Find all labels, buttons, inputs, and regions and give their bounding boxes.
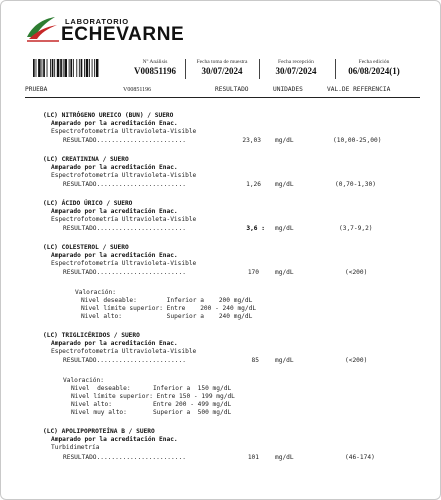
valoracion-row: Nivel alto: Entre 200 - 499 mg/dL bbox=[71, 401, 232, 408]
barcode-bar bbox=[64, 59, 67, 77]
test-title: (LC) NITRÓGENO UREICO (BUN) / SUERO bbox=[43, 112, 174, 119]
test-unit: mg/dL bbox=[275, 454, 294, 461]
barcode-bar bbox=[50, 59, 51, 77]
logo-main-text: ECHEVARNE bbox=[61, 24, 185, 45]
test-result-label: RESULTADO........................ bbox=[63, 454, 186, 461]
divider bbox=[259, 59, 260, 79]
barcode-bar bbox=[43, 59, 45, 77]
barcode-bar bbox=[92, 59, 93, 77]
test-method: Espectrofotometría Ultravioleta-Visible bbox=[51, 260, 197, 267]
barcode-number: V00851196 bbox=[123, 87, 152, 93]
test-method: Espectrofotometría Ultravioleta-Visible bbox=[51, 128, 197, 135]
col-referencia: VAL.DE REFERENCIA bbox=[327, 86, 391, 93]
barcode-bar bbox=[69, 59, 70, 77]
barcode-bar bbox=[60, 59, 62, 77]
valoracion-row: Nivel límite superior: Entre 150 - 199 mg/dL bbox=[71, 393, 235, 400]
barcode-bar bbox=[52, 59, 54, 77]
test-reference: (<200) bbox=[345, 357, 368, 364]
field-analisis bbox=[129, 59, 181, 76]
field-value: 30/07/2024 bbox=[275, 66, 317, 76]
col-resultado: RESULTADO bbox=[215, 86, 249, 93]
field-label: Fecha edición bbox=[358, 59, 390, 65]
barcode-bar bbox=[54, 59, 55, 77]
field-label: Fecha toma de muestra bbox=[196, 59, 248, 65]
header-rule bbox=[25, 97, 420, 98]
test-accreditation: Amparado por la acreditación Enac. bbox=[51, 208, 178, 215]
test-unit: mg/dL bbox=[275, 137, 294, 144]
test-title: (LC) CREATININA / SUERO bbox=[43, 156, 129, 163]
test-method: Espectrofotometría Ultravioleta-Visible bbox=[51, 348, 197, 355]
barcode-bar bbox=[36, 59, 37, 77]
field-label: Nº Análisis bbox=[142, 59, 168, 65]
valoracion-heading: Valoración: bbox=[75, 289, 116, 296]
test-result-label: RESULTADO........................ bbox=[63, 269, 186, 276]
test-accreditation: Amparado por la acreditación Enac. bbox=[51, 252, 178, 259]
test-reference: (10,00-25,00) bbox=[333, 137, 382, 144]
barcode-bar bbox=[76, 59, 77, 77]
test-result-label: RESULTADO........................ bbox=[63, 225, 186, 232]
col-unidades: UNIDADES bbox=[273, 86, 303, 93]
test-value: 101 bbox=[247, 454, 259, 461]
barcode-bar bbox=[94, 59, 95, 77]
field-fecha-edicion bbox=[339, 59, 409, 76]
barcode-bar bbox=[63, 59, 64, 77]
logo-top-text: LABORATORIO bbox=[65, 17, 129, 26]
barcode-bar bbox=[57, 59, 60, 77]
test-value: 85 bbox=[251, 357, 259, 364]
barcode-bar bbox=[38, 59, 41, 77]
field-value: V00851196 bbox=[133, 66, 176, 76]
test-accreditation: Amparado por la acreditación Enac. bbox=[51, 340, 178, 347]
test-reference: (0,70-1,30) bbox=[335, 181, 376, 188]
test-reference: (<200) bbox=[345, 269, 368, 276]
test-unit: mg/dL bbox=[275, 269, 294, 276]
barcode-bar bbox=[86, 59, 89, 77]
test-title: (LC) APOLIPOPROTEÍNA B / SUERO bbox=[43, 428, 155, 435]
test-value: 170 bbox=[247, 269, 259, 276]
test-accreditation: Amparado por la acreditación Enac. bbox=[51, 120, 178, 127]
barcode-bar bbox=[42, 59, 43, 77]
barcode-bar bbox=[73, 59, 74, 77]
lab-logo bbox=[25, 15, 225, 45]
test-title: (LC) ÁCIDO ÚRICO / SUERO bbox=[43, 200, 133, 207]
test-unit: mg/dL bbox=[275, 181, 294, 188]
test-reference: (3,7-9,2) bbox=[339, 225, 373, 232]
test-result-label: RESULTADO........................ bbox=[63, 181, 186, 188]
field-value: 06/08/2024(1) bbox=[348, 66, 400, 76]
test-value: 23,03 bbox=[242, 137, 261, 144]
test-value: 1,26 bbox=[246, 181, 261, 188]
divider bbox=[335, 59, 336, 79]
barcode-bar bbox=[96, 59, 99, 77]
test-accreditation: Amparado por la acreditación Enac. bbox=[51, 436, 178, 443]
test-title: (LC) TRIGLICÉRIDOS / SUERO bbox=[43, 332, 140, 339]
test-unit: mg/dL bbox=[275, 225, 294, 232]
test-value-flagged: 3,6 : bbox=[246, 225, 265, 232]
barcode-bar bbox=[84, 59, 85, 77]
barcode-image bbox=[33, 59, 123, 77]
test-result-label: RESULTADO........................ bbox=[63, 137, 186, 144]
test-method: Espectrofotometría Ultravioleta-Visible bbox=[51, 216, 197, 223]
barcode-bar bbox=[33, 59, 35, 77]
logo-mark-icon bbox=[25, 15, 61, 43]
valoracion-row: Nivel muy alto: Superior a 500 mg/dL bbox=[71, 409, 232, 416]
column-header-row bbox=[1, 81, 441, 95]
valoracion-row: Nivel deseable: Inferior a 200 mg/dL bbox=[81, 297, 253, 304]
test-result-label: RESULTADO........................ bbox=[63, 357, 186, 364]
barcode-bar bbox=[79, 59, 80, 77]
field-value: 30/07/2024 bbox=[201, 66, 243, 76]
valoracion-row: Nivel alto: Superior a 240 mg/dL bbox=[81, 313, 253, 320]
test-reference: (46-174) bbox=[345, 454, 375, 461]
barcode-bar bbox=[81, 59, 83, 77]
field-fecha-toma bbox=[191, 59, 253, 76]
test-unit: mg/dL bbox=[275, 357, 294, 364]
field-fecha-recepcion bbox=[265, 59, 327, 76]
field-label: Fecha recepción bbox=[278, 59, 314, 65]
valoracion-heading: Valoración: bbox=[63, 377, 104, 384]
barcode-bar bbox=[70, 59, 72, 77]
valoracion-row: Nivel límite superior: Entre 200 - 240 mg/dL bbox=[81, 305, 257, 312]
col-prueba: PRUEBA bbox=[25, 86, 48, 93]
test-title: (LC) COLESTEROL / SUERO bbox=[43, 244, 129, 251]
barcode-bar bbox=[89, 59, 90, 77]
test-accreditation: Amparado por la acreditación Enac. bbox=[51, 164, 178, 171]
valoracion-row: Nivel deseable: Inferior a 150 mg/dL bbox=[71, 385, 232, 392]
test-method: Turbidimetría bbox=[51, 444, 100, 451]
test-method: Espectrofotometría Ultravioleta-Visible bbox=[51, 172, 197, 179]
barcode-bar bbox=[47, 59, 48, 77]
divider bbox=[185, 59, 186, 79]
